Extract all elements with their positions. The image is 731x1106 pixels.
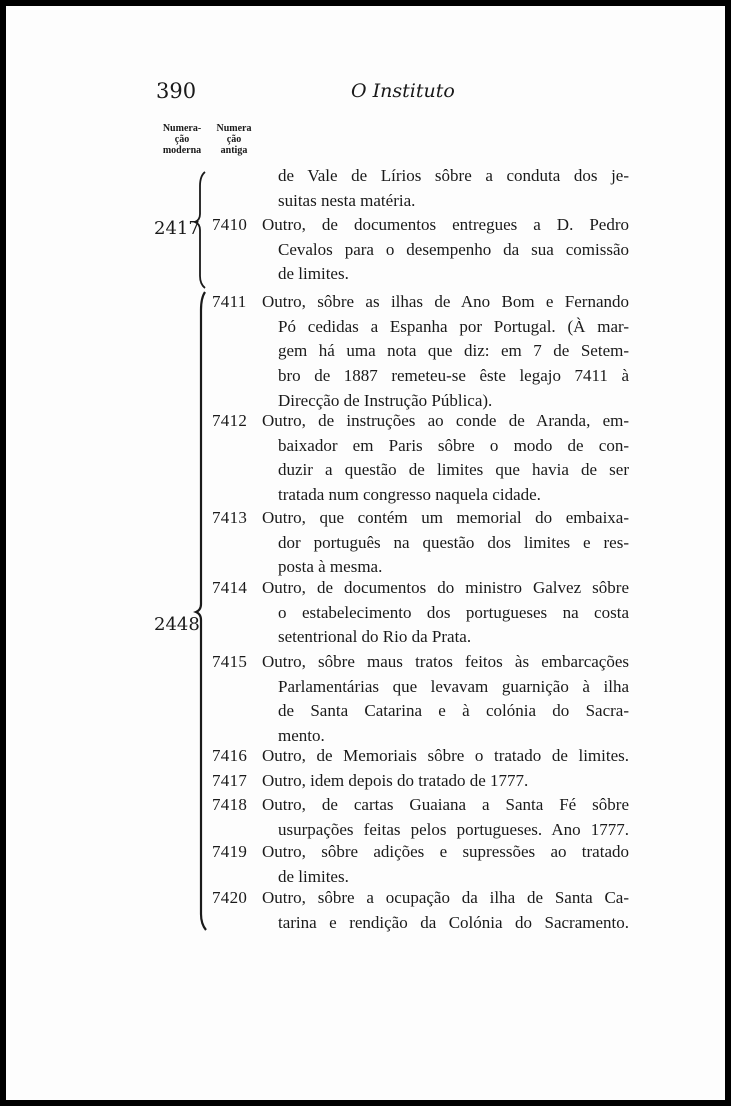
entry-line: Cevalos para o desempenho da sua comissão: [278, 239, 629, 259]
entry-line: Outro, de cartas Guaiana a Santa Fé sôbre: [262, 795, 629, 814]
entry-line: suitas nesta matéria.: [278, 190, 416, 210]
entry-line: Outro, de documentos entregues a D. Pedro: [262, 215, 629, 234]
entry-7412: [212, 409, 629, 508]
page-number: 390: [156, 79, 197, 103]
entry-number: 7419: [212, 842, 248, 861]
entry-line: Outro, de instruções ao conde de Aranda, em-: [262, 411, 629, 430]
entry-number: 7414: [212, 578, 248, 597]
entry-7415: [212, 650, 629, 749]
column-header-old-line: antiga: [220, 145, 248, 156]
entry-line: Direcção de Instrução Pública).: [278, 390, 493, 410]
entry-line: dor português na questão dos limites e res-: [278, 532, 629, 552]
entry-number: 7415: [212, 652, 248, 671]
column-header-old-line: Numera: [216, 123, 252, 134]
entry-line: Outro, sôbre maus tratos feitos às embarcações: [262, 652, 629, 671]
entry-line: de Santa Catarina e à colónia do Sacra-: [278, 701, 629, 721]
entry-number: 7410: [212, 215, 248, 234]
entry-7417: [212, 769, 629, 794]
entry-continuation: [212, 164, 629, 213]
column-header-old-line: ção: [226, 134, 242, 145]
entry-number: 7416: [212, 746, 248, 765]
entry-number: 7413: [212, 508, 248, 527]
entry-line: gem há uma nota que diz: em 7 de Setem-: [278, 341, 629, 361]
entry-line: de limites.: [278, 264, 349, 284]
entry-line: setentrional do Rio da Prata.: [278, 627, 472, 647]
entry-line: Pó cedidas a Espanha por Portugal. (À mar-: [278, 316, 629, 336]
entry-line: usurpações feitas pelos portugueses. Ano 1777.: [278, 819, 629, 839]
entry-line: Parlamentárias que levavam guarnição à ilha: [278, 676, 629, 696]
column-header-modern-line: moderna: [162, 145, 202, 156]
entry-line: Outro, idem depois do tratado de 1777.: [262, 771, 529, 790]
entry-line: posta à mesma.: [278, 557, 383, 577]
entry-line: Outro, sôbre as ilhas de Ano Bom e Fernando: [262, 292, 629, 311]
entry-line: mento.: [278, 726, 325, 746]
entry-7413: [212, 506, 629, 580]
entry-number: 7412: [212, 411, 248, 430]
entry-line: Outro, que contém um memorial do embaixa-: [262, 508, 629, 527]
entry-line: o estabelecimento dos portugueses na costa: [278, 602, 629, 622]
brace-2448: [196, 292, 206, 930]
entry-line: baixador em Paris sôbre o modo de con-: [278, 435, 629, 455]
entry-7420: [212, 886, 629, 935]
group-number-2417: 2417: [154, 218, 200, 239]
group-number-2448: 2448: [154, 614, 200, 635]
entry-7411: [212, 290, 629, 414]
entry-number: 7417: [212, 771, 248, 790]
entry-number: 7420: [212, 888, 248, 907]
entry-number: 7418: [212, 795, 248, 814]
entry-7414: [212, 576, 629, 650]
entry-line: Outro, sôbre adições e supressões ao tratado: [262, 842, 629, 861]
entry-line: bro de 1887 remeteu-se êste legajo 7411 à: [278, 366, 629, 386]
entry-number: 7411: [212, 292, 247, 311]
entry-7410: [212, 213, 629, 287]
running-title: O Instituto: [351, 80, 455, 102]
entry-line: Outro, de Memoriais sôbre o tratado de limites.: [262, 746, 629, 765]
entry-7416: [212, 744, 629, 769]
entry-line: duzir a questão de limites que havia de ser: [278, 460, 629, 480]
entry-line: tarina e rendição da Colónia do Sacramento.: [278, 912, 629, 932]
entry-line: de Vale de Lírios sôbre a conduta dos je-: [278, 166, 629, 185]
entry-line: de limites.: [278, 866, 349, 886]
column-header-modern-line: Numera-: [162, 123, 202, 134]
book-page: [6, 6, 725, 1100]
entry-7419: [212, 840, 629, 889]
column-header-modern-line: ção: [174, 134, 190, 145]
entry-line: Outro, sôbre a ocupação da ilha de Santa Ca-: [262, 888, 629, 907]
entry-7418: [212, 793, 629, 842]
entry-line: Outro, de documentos do ministro Galvez sôbre: [262, 578, 629, 597]
entry-line: tratada num congresso naquela cidade.: [278, 485, 541, 505]
